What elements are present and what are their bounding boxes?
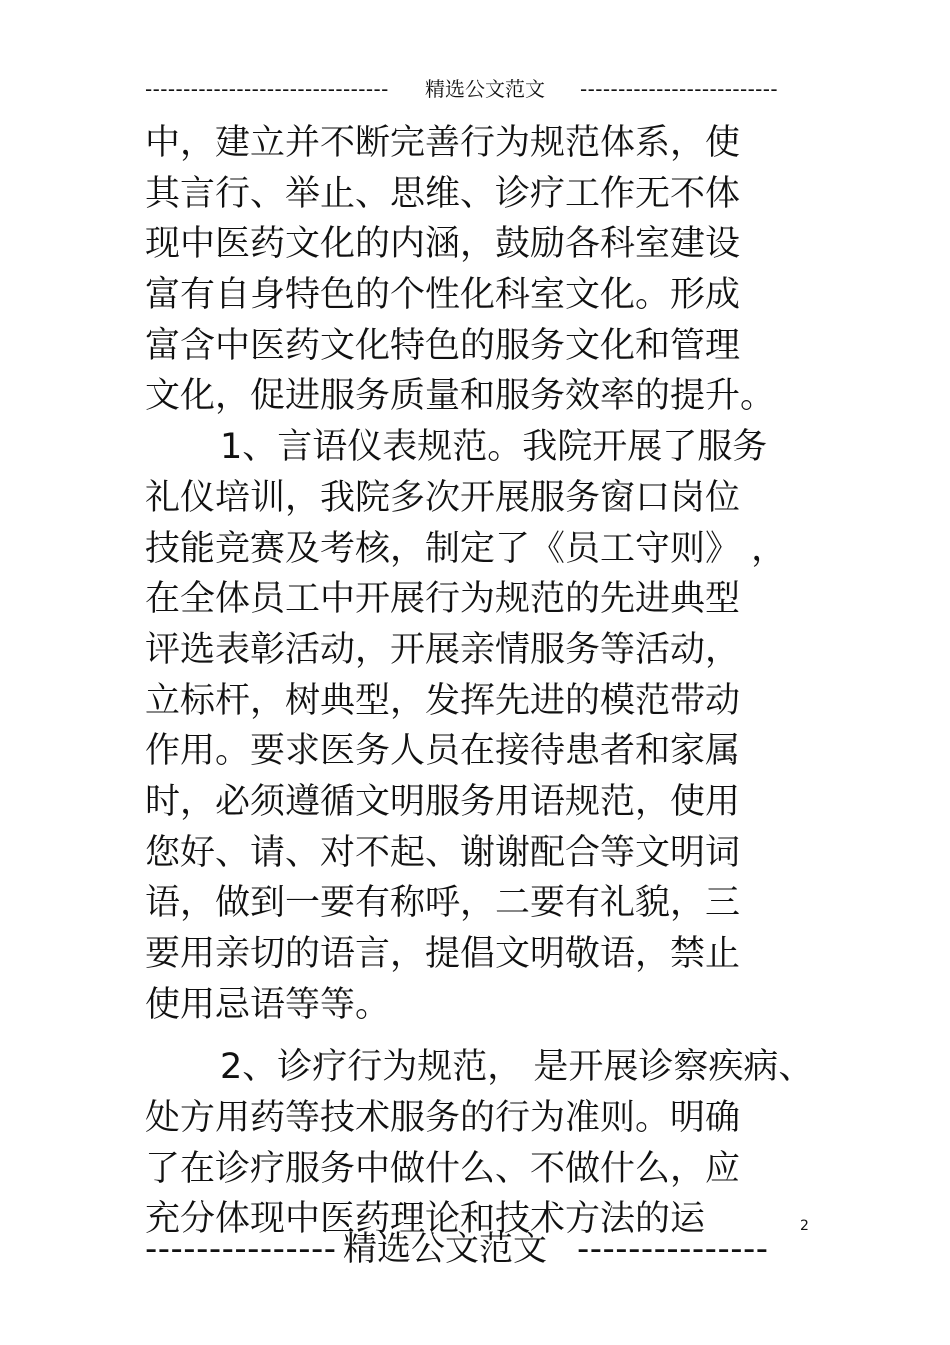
header-dash-right: -------------------------- bbox=[580, 77, 779, 101]
text-line: 在全体员工中开展行为规范的先进典型 bbox=[145, 579, 741, 620]
footer-dash-left: --------------- bbox=[145, 1229, 337, 1269]
text-line: 技能竞赛及考核，制定了《员工守则》 ， bbox=[145, 528, 787, 569]
header-title: 精选公文范文 bbox=[425, 77, 545, 101]
text-line: 文化，促进服务质量和服务效率的提升。 bbox=[145, 376, 776, 417]
text-line: 时，必须遵循文明服务用语规范，使用 bbox=[145, 781, 741, 822]
text-line: 富含中医药文化特色的服务文化和管理 bbox=[145, 325, 741, 366]
text-line: 富有自身特色的个性化科室文化。形成 bbox=[145, 275, 741, 316]
paragraph-1-first-line: 1、言语仪表规范。我院开展了服务 bbox=[220, 427, 768, 468]
document-body bbox=[145, 118, 814, 1245]
text-line: 要用亲切的语言，提倡文明敬语，禁止 bbox=[145, 934, 741, 974]
footer-dash-right: --------------- bbox=[577, 1229, 769, 1269]
text-line: 您好、请、对不起、谢谢配合等文明词 bbox=[145, 832, 741, 873]
page-number: 2 bbox=[800, 1218, 809, 1234]
text-line: 作用。要求医务人员在接待患者和家属 bbox=[145, 731, 741, 772]
text-line: 礼仪培训，我院多次开展服务窗口岗位 bbox=[145, 477, 741, 518]
text-line: 其言行、举止、思维、诊疗工作无不体 bbox=[145, 173, 741, 214]
text-line: 中，建立并不断完善行为规范体系，使 bbox=[145, 123, 741, 163]
header-dash-left: -------------------------------- bbox=[145, 77, 389, 101]
page-header bbox=[145, 74, 785, 104]
text-line: 立标杆，树典型，发挥先进的模范带动 bbox=[145, 680, 741, 721]
text-line: 了在诊疗服务中做什么、不做什么，应 bbox=[145, 1148, 741, 1189]
text-line: 评选表彰活动，开展亲情服务等活动， bbox=[145, 629, 741, 670]
footer-title: 精选公文范文 bbox=[343, 1229, 547, 1269]
text-line: 使用忌语等等。 bbox=[145, 984, 391, 1025]
text-line: 充分体现中医药理论和技术方法的运 bbox=[145, 1199, 706, 1240]
text-line: 现中医药文化的内涵，鼓励各科室建设 bbox=[145, 224, 741, 265]
text-line: 处方用药等技术服务的行为准则。明确 bbox=[145, 1098, 741, 1139]
text-line: 语，做到一要有称呼，二要有礼貌，三 bbox=[145, 883, 741, 924]
paragraph-2-first-line: 2、诊疗行为规范， 是开展诊察疾病、 bbox=[220, 1047, 814, 1088]
page-footer bbox=[145, 1228, 785, 1270]
